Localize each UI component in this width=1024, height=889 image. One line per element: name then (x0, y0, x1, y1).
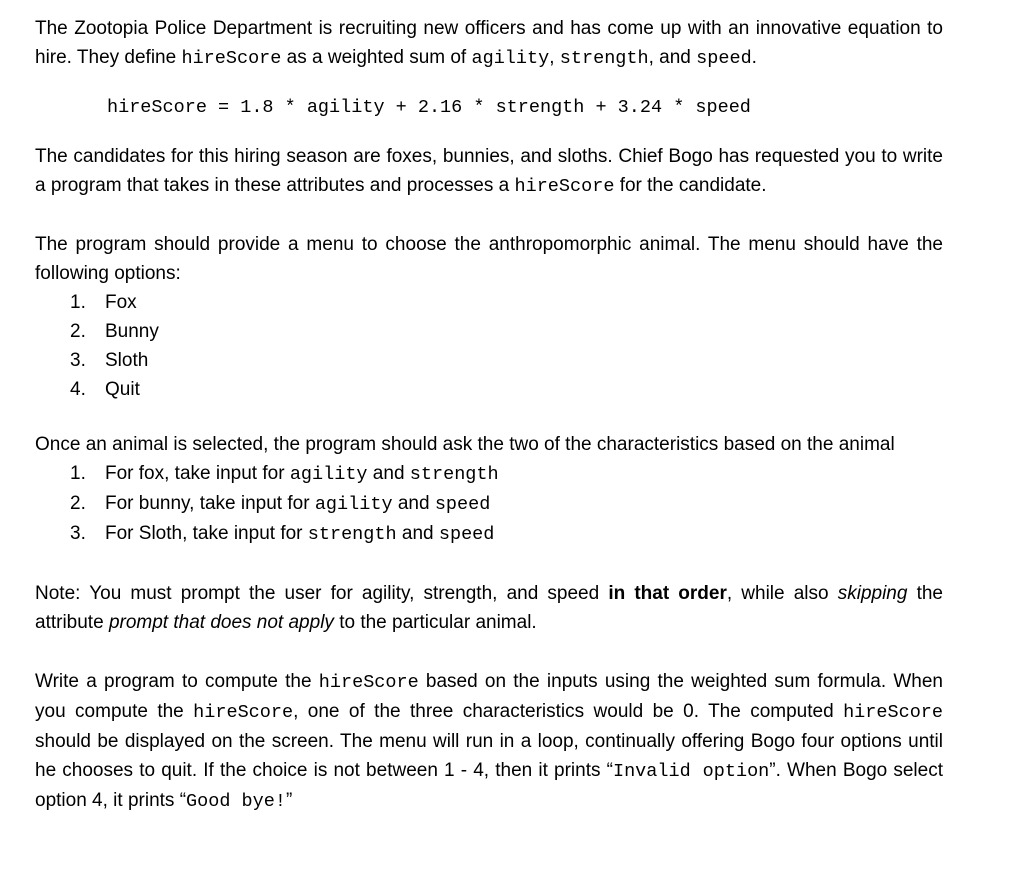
write-program-paragraph: Write a program to compute the hireScore based on the inputs using the weighted sum formula. When you compute the hireScore, one of the three characteristics would be 0. The computed hireScore should be displayed on the screen. The menu will run in a loop, continually offering Bogo four options until he chooses to quit. If the choice is not between 1 - 4, then it prints “Invalid option”. When Bogo select option 4, it prints “Good bye!” (35, 671, 944, 812)
intro-paragraph: The Zootopia Police Department is recruiting new officers and has come up with an innovative equation to hire. They define hireScore as a weighted sum of agility, strength, and speed. (35, 18, 943, 69)
code-speed: speed (696, 48, 752, 69)
code-good-bye: Good bye! (186, 791, 286, 812)
code-agility: agility (471, 48, 550, 69)
selection-intro-paragraph: Once an animal is selected, the program should ask the two of the characteristics based on the animal (35, 434, 895, 455)
list-item: 2. For bunny, take input for agility and speed (70, 493, 491, 515)
list-item: 1. For fox, take input for agility and strength (70, 463, 499, 485)
document-page (35, 14, 943, 816)
code-hirescore: hireScore (514, 176, 615, 197)
selection-list (35, 459, 943, 549)
code-invalid-option: Invalid option (612, 761, 770, 782)
list-item: 2. Bunny (70, 321, 159, 342)
code-hirescore: hireScore (181, 48, 282, 69)
list-item: 3. For Sloth, take input for strength and speed (70, 523, 495, 545)
menu-options-list (35, 288, 943, 404)
code-strength: strength (559, 48, 649, 69)
note-paragraph: Note: You must prompt the user for agility, strength, and speed in that order, while also skipping the attribute prompt that does not apply to the particular animal. (35, 583, 943, 633)
list-item: 3. Sloth (70, 350, 149, 371)
menu-intro-paragraph: The program should provide a menu to choose the anthropomorphic animal. The menu should have the following options: (35, 234, 943, 284)
list-item: 4. Quit (70, 379, 140, 400)
list-item: 1. Fox (70, 292, 137, 313)
hirescore-formula: hireScore = 1.8 * agility + 2.16 * strength + 3.24 * speed (107, 97, 751, 118)
candidates-paragraph: The candidates for this hiring season are foxes, bunnies, and sloths. Chief Bogo has requested you to write a program that takes in these attributes and processes a hireScore for the candidate. (35, 146, 943, 197)
